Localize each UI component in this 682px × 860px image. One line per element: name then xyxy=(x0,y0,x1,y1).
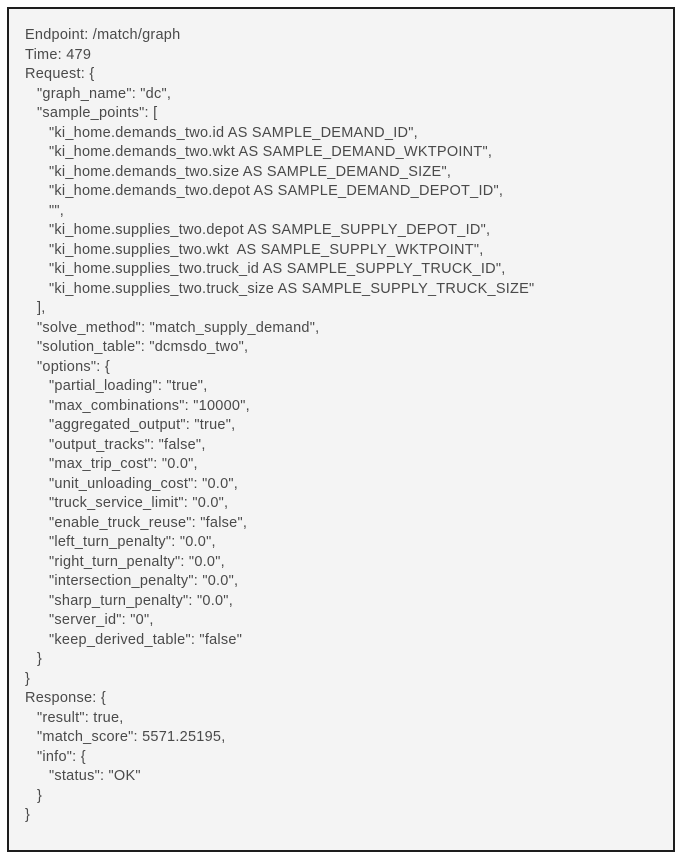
log-line: "intersection_penalty": "0.0", xyxy=(49,573,239,589)
log-line: "truck_service_limit": "0.0", xyxy=(49,495,229,511)
log-line: "solution_table": "dcmsdo_two", xyxy=(37,339,249,355)
log-line: "", xyxy=(49,202,65,219)
log-line: "match_score": 5571.25195, xyxy=(37,729,226,745)
log-line: "ki_home.supplies_two.wkt AS SAMPLE_SUPPLY_WKTPOINT", xyxy=(49,241,484,258)
log-line: "status": "OK" xyxy=(49,768,141,784)
log-line: Time: 479 xyxy=(25,46,92,63)
log-line: "info": { xyxy=(37,748,86,765)
api-log-panel xyxy=(7,7,675,852)
log-line: "max_combinations": "10000", xyxy=(49,397,250,414)
log-line: "right_turn_penalty": "0.0", xyxy=(49,553,225,570)
log-line: "max_trip_cost": "0.0", xyxy=(49,456,198,472)
log-line: "ki_home.demands_two.size AS SAMPLE_DEMAND_SIZE", xyxy=(49,163,452,180)
log-line: "ki_home.demands_two.id AS SAMPLE_DEMAND_ID", xyxy=(49,124,418,141)
log-line: Endpoint: /match/graph xyxy=(25,27,181,43)
log-line: "ki_home.supplies_two.truck_size AS SAMPLE_SUPPLY_TRUCK_SIZE" xyxy=(49,280,535,297)
log-line: "partial_loading": "true", xyxy=(49,378,208,394)
log-line: "unit_unloading_cost": "0.0", xyxy=(49,475,239,492)
log-line: "output_tracks": "false", xyxy=(49,436,206,453)
log-line: "keep_derived_table": "false" xyxy=(49,631,243,648)
log-line: "enable_truck_reuse": "false", xyxy=(49,514,248,531)
log-line: "result": true, xyxy=(37,709,124,726)
log-line: "ki_home.supplies_two.depot AS SAMPLE_SUPPLY_DEPOT_ID", xyxy=(49,222,491,238)
log-line: Request: { xyxy=(25,66,95,82)
log-line: } xyxy=(25,807,31,823)
log-line: } xyxy=(25,670,31,687)
log-line: "ki_home.demands_two.depot AS SAMPLE_DEMAND_DEPOT_ID", xyxy=(49,183,504,199)
log-line: "sample_points": [ xyxy=(37,105,158,121)
log-line: "options": { xyxy=(37,358,110,375)
log-line: "server_id": "0", xyxy=(49,612,154,628)
log-line: "left_turn_penalty": "0.0", xyxy=(49,534,216,550)
log-line: Response: { xyxy=(25,690,106,706)
log-line: "sharp_turn_penalty": "0.0", xyxy=(49,592,233,609)
log-line: "solve_method": "match_supply_demand", xyxy=(37,319,320,336)
log-line: } xyxy=(37,787,43,804)
log-line: "aggregated_output": "true", xyxy=(49,417,236,433)
log-line: "graph_name": "dc", xyxy=(37,85,172,102)
log-line: "ki_home.supplies_two.truck_id AS SAMPLE_SUPPLY_TRUCK_ID", xyxy=(49,261,506,277)
log-line: "ki_home.demands_two.wkt AS SAMPLE_DEMAND_WKTPOINT", xyxy=(49,144,493,160)
log-line: ], xyxy=(37,300,46,316)
request-response-log xyxy=(25,26,659,826)
log-line: } xyxy=(37,651,43,667)
